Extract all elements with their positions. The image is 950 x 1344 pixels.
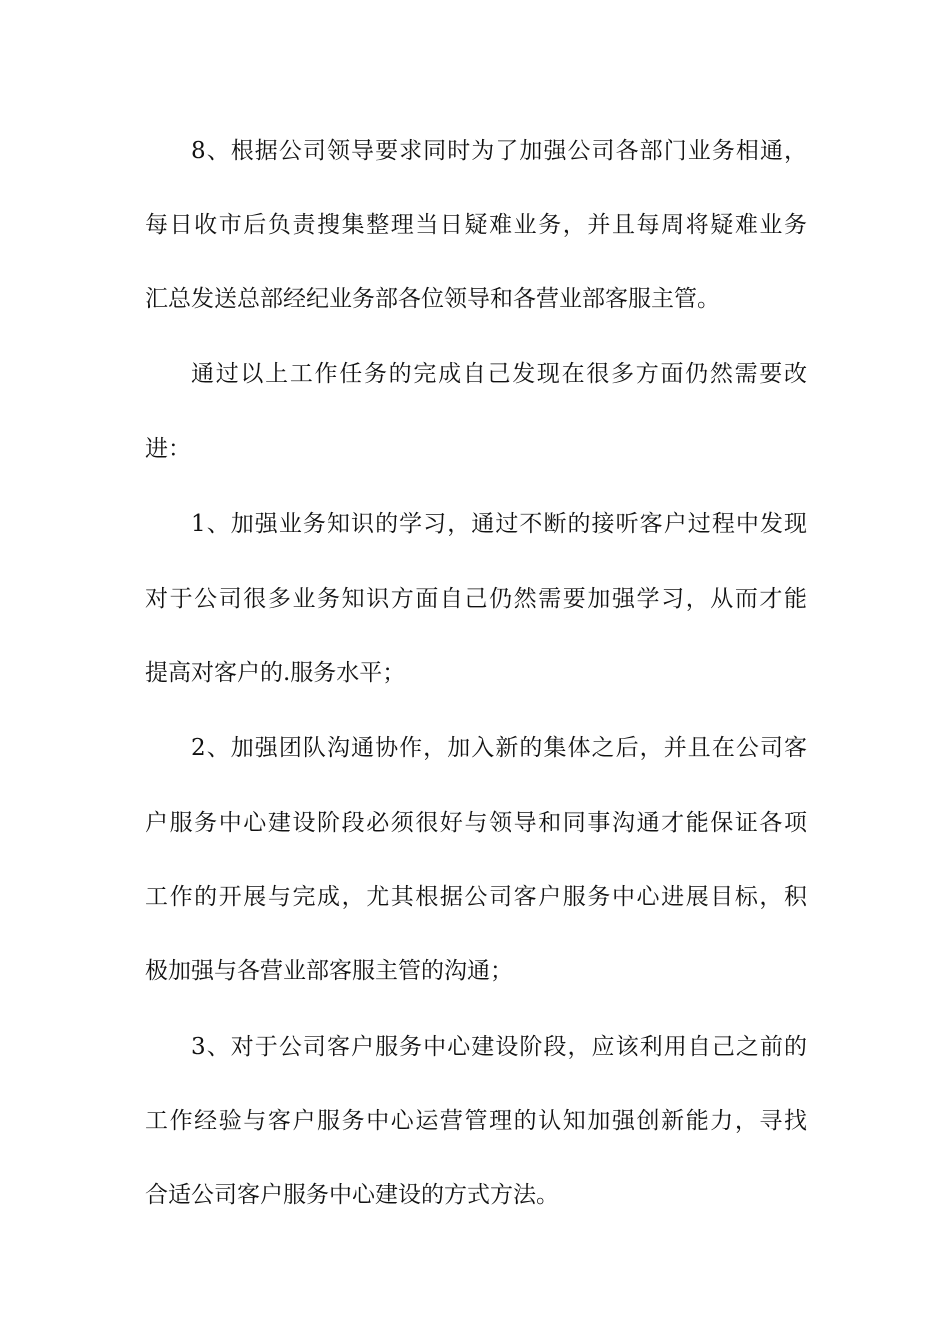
paragraph-4-line-2: 户服务中心建设阶段必须很好与领导和同事沟通才能保证各项	[145, 810, 807, 836]
paragraph-3-line-3: 提高对客户的.服务水平；	[145, 660, 406, 686]
paragraph-5-line-3: 合适公司客户服务中心建设的方式方法。	[145, 1182, 559, 1208]
paragraph-4-line-4: 极加强与各营业部客服主管的沟通；	[145, 958, 513, 984]
paragraph-2-line-1: 通过以上工作任务的完成自己发现在很多方面仍然需要改	[191, 361, 807, 387]
paragraph-1-line-2: 每日收市后负责搜集整理当日疑难业务，并且每周将疑难业务	[145, 212, 807, 238]
paragraph-2-line-2: 进：	[145, 436, 191, 462]
paragraph-3-line-2: 对于公司很多业务知识方面自己仍然需要加强学习，从而才能	[145, 586, 807, 612]
paragraph-1-line-3: 汇总发送总部经纪业务部各位领导和各营业部客服主管。	[145, 286, 720, 312]
paragraph-4-line-1: 2、加强团队沟通协作，加入新的集体之后，并且在公司客	[191, 735, 807, 761]
paragraph-5-line-2: 工作经验与客户服务中心运营管理的认知加强创新能力，寻找	[145, 1108, 807, 1134]
paragraph-4-line-3: 工作的开展与完成，尤其根据公司客户服务中心进展目标，积	[145, 884, 807, 910]
paragraph-3-line-1: 1、加强业务知识的学习，通过不断的接听客户过程中发现	[191, 511, 807, 537]
paragraph-5-line-1: 3、对于公司客户服务中心建设阶段，应该利用自己之前的	[191, 1034, 807, 1060]
paragraph-1-line-1: 8、根据公司领导要求同时为了加强公司各部门业务相通，	[191, 138, 807, 164]
